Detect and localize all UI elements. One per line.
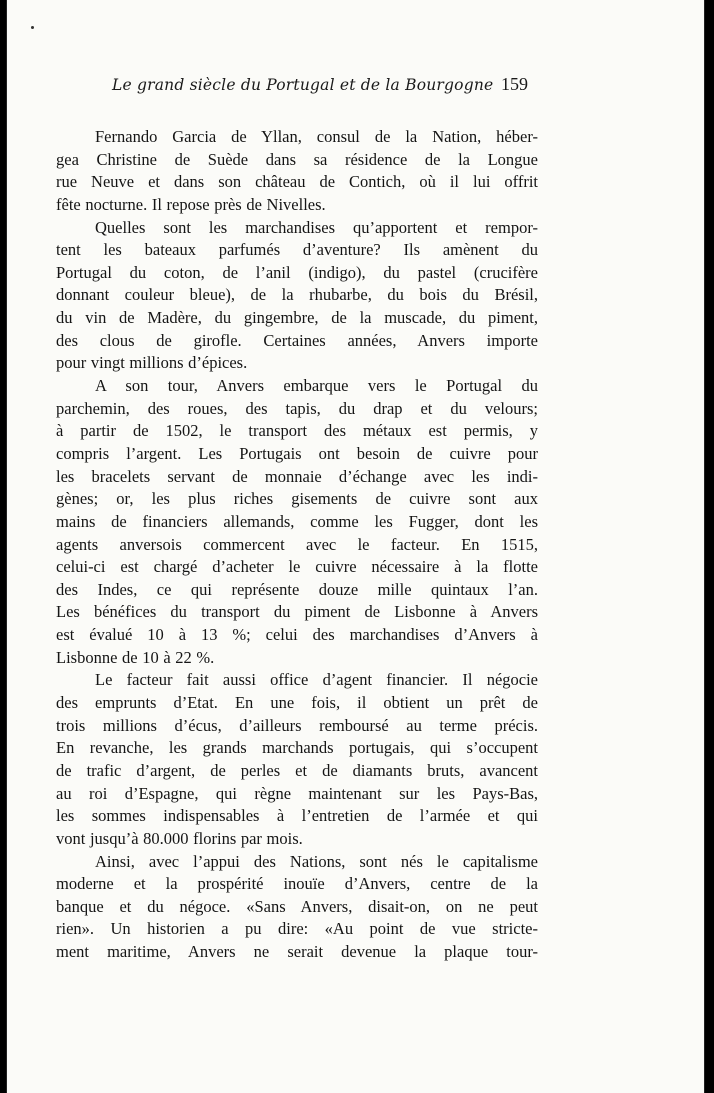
running-title: Le grand siècle du Portugal et de la Bourgogne	[112, 76, 494, 94]
text-line: rue Neuve et dans son château de Contich, où il lui offrit	[56, 172, 538, 192]
text-line: En revanche, les grands marchands portugais, qui s’occupent	[56, 738, 538, 758]
page-number: 159	[501, 74, 528, 94]
text-line: gènes; or, les plus riches gisements de cuivre sont aux	[56, 489, 538, 509]
text-line: Portugal du coton, de l’anil (indigo), du pastel (crucifère	[56, 262, 538, 282]
text-line: les bracelets servant de monnaie d’échange avec les indi-	[56, 466, 538, 486]
book-page	[6, 0, 705, 1093]
text-line: les sommes indispensables à l’entretien de l’armée et qui	[56, 806, 538, 826]
text-line: trois millions d’écus, d’ailleurs remboursé au terme précis.	[56, 715, 538, 735]
text-line: agents anversois commercent avec le facteur. En 1515,	[56, 534, 538, 554]
text-line: pour vingt millions d’épices.	[56, 353, 248, 373]
text-line: Les bénéfices du transport du piment de Lisbonne à Anvers	[56, 602, 538, 622]
text-line: A son tour, Anvers embarque vers le Portugal du	[95, 376, 538, 396]
text-line: vont jusqu’à 80.000 florins par mois.	[56, 828, 303, 848]
body-text	[56, 126, 538, 964]
text-line: est évalué 10 à 13 %; celui des marchandises d’Anvers à	[56, 625, 538, 645]
text-line: parchemin, des roues, des tapis, du drap et du velours;	[56, 398, 538, 418]
text-line: moderne et la prospérité inouïe d’Anvers, centre de la	[56, 874, 538, 894]
text-line: mains de financiers allemands, comme les Fugger, dont les	[56, 511, 538, 531]
text-line: du vin de Madère, du gingembre, de la muscade, du piment,	[56, 308, 538, 328]
text-line: Ainsi, avec l’appui des Nations, sont nés le capitalisme	[95, 851, 538, 871]
text-line: fête nocturne. Il repose près de Nivelles.	[56, 194, 326, 214]
text-line: au roi d’Espagne, qui règne maintenant sur les Pays-Bas,	[56, 783, 538, 803]
text-line: Fernando Garcia de Yllan, consul de la Nation, héber-	[95, 127, 538, 146]
speck-mark	[31, 26, 34, 29]
text-line: des clous de girofle. Certaines années, Anvers importe	[56, 330, 538, 350]
text-line: rien». Un historien a pu dire: «Au point de vue stricte-	[56, 919, 538, 939]
text-line: des emprunts d’Etat. En une fois, il obtient un prêt de	[56, 693, 538, 713]
text-line: banque et du négoce. «Sans Anvers, disait-on, on ne peut	[56, 896, 538, 916]
text-line: de trafic d’argent, de perles et de diamants bruts, avancent	[56, 760, 538, 780]
text-line: tent les bateaux parfumés d’aventure? Ils amènent du	[56, 240, 538, 260]
text-line: compris l’argent. Les Portugais ont besoin de cuivre pour	[56, 443, 538, 463]
text-line: Le facteur fait aussi office d’agent financier. Il négocie	[95, 670, 538, 690]
text-line: donnant couleur bleue), de la rhubarbe, du bois du Brésil,	[56, 285, 538, 305]
text-line: des Indes, ce qui représente douze mille quintaux l’an.	[56, 579, 538, 599]
text-line: celui-ci est chargé d’acheter le cuivre nécessaire à la flotte	[56, 557, 538, 577]
text-line: Lisbonne de 10 à 22 %.	[56, 647, 215, 667]
text-line: à partir de 1502, le transport des métaux est permis, y	[56, 421, 538, 441]
text-line: Quelles sont les marchandises qu’apportent et rempor-	[95, 217, 538, 237]
text-line: gea Christine de Suède dans sa résidence de la Longue	[56, 149, 538, 169]
text-line: ment maritime, Anvers ne serait devenue la plaque tour-	[56, 942, 538, 962]
